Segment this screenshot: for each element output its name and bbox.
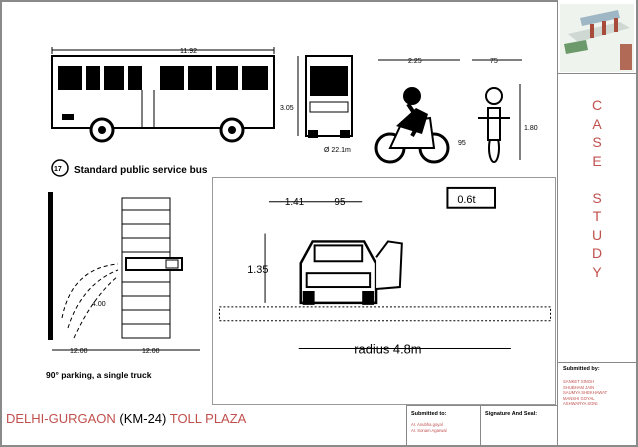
parking-bay-label: 4.00 bbox=[92, 301, 106, 308]
car-radius-label: radius 4.8m bbox=[354, 341, 422, 357]
project-title-part1: DELHI-GURGAON bbox=[6, 411, 120, 426]
toll-plaza-render-image bbox=[560, 4, 634, 72]
title-letter bbox=[558, 170, 637, 189]
bus-length-label: 11.92 bbox=[180, 48, 197, 55]
moto-seat-label: 95 bbox=[458, 140, 466, 147]
sidebar-divider bbox=[558, 362, 637, 363]
bus-caption: Standard public service bus bbox=[74, 165, 208, 176]
case-study-vertical-title bbox=[558, 96, 637, 281]
car-weight-label: 0.6t bbox=[457, 193, 476, 206]
project-title-km: (KM-24) bbox=[119, 411, 167, 426]
signature-label: Signature And Seal: bbox=[485, 411, 538, 417]
project-title bbox=[6, 411, 246, 426]
parking-right-label: 12.00 bbox=[142, 348, 160, 355]
guide-name: Ar. Sonam Agarwal bbox=[411, 427, 447, 433]
parking-drawing bbox=[42, 188, 212, 384]
motorcycle-drawing bbox=[372, 44, 556, 174]
student-name: ASHWARYA SONI bbox=[563, 401, 598, 406]
title-letter: Y bbox=[592, 263, 603, 280]
title-letter: S bbox=[592, 134, 603, 150]
bus-turning-label: Ø 22.1m bbox=[324, 147, 351, 154]
student-names bbox=[563, 379, 607, 407]
student-name: MANSHI GOYAL bbox=[563, 395, 595, 401]
car-drawing bbox=[212, 177, 556, 405]
parking-caption: 90° parking, a single truck bbox=[46, 370, 152, 380]
bus-caption-number: 17 bbox=[54, 166, 62, 173]
car-height-label: 1.35 bbox=[247, 264, 269, 277]
title-letter: S bbox=[592, 189, 603, 206]
title-letter: C bbox=[591, 97, 604, 113]
motorcycle-illustration bbox=[372, 44, 556, 174]
submitted-to-label: Submitted to: bbox=[411, 411, 447, 417]
parking-illustration bbox=[42, 188, 212, 384]
title-letter: D bbox=[591, 245, 604, 261]
moto-height-label: 1.80 bbox=[524, 125, 538, 132]
car-door-label: 95 bbox=[334, 196, 346, 208]
title-letter: U bbox=[591, 226, 604, 243]
title-letter: E bbox=[592, 152, 603, 169]
signature-box bbox=[480, 405, 557, 445]
project-title-part2: TOLL PLAZA bbox=[166, 411, 247, 426]
title-letter: T bbox=[592, 208, 603, 224]
moto-width-label: 75 bbox=[490, 58, 498, 65]
parking-left-label: 12.00 bbox=[70, 348, 88, 355]
guide-name: Ar. Anubha goyal bbox=[411, 422, 443, 427]
bus-drawing bbox=[42, 44, 367, 184]
bus-illustration bbox=[42, 44, 367, 184]
bus-height-label: 3.05 bbox=[280, 105, 294, 112]
car-illustration bbox=[213, 178, 555, 404]
moto-length-label: 2.25 bbox=[408, 58, 422, 65]
student-name: SHUBHAM JAIN bbox=[563, 384, 595, 390]
submitted-to-names bbox=[411, 422, 447, 433]
car-width-label: 1.41 bbox=[284, 196, 305, 208]
submitted-to-box bbox=[406, 405, 480, 445]
student-name: SANKET SINGH bbox=[563, 379, 595, 384]
title-letter: A bbox=[592, 115, 603, 132]
submitted-by-label: Submitted by: bbox=[563, 366, 600, 372]
student-name: SAUMYA SHEKHAWAT bbox=[563, 390, 608, 395]
sidebar-divider bbox=[558, 73, 637, 74]
